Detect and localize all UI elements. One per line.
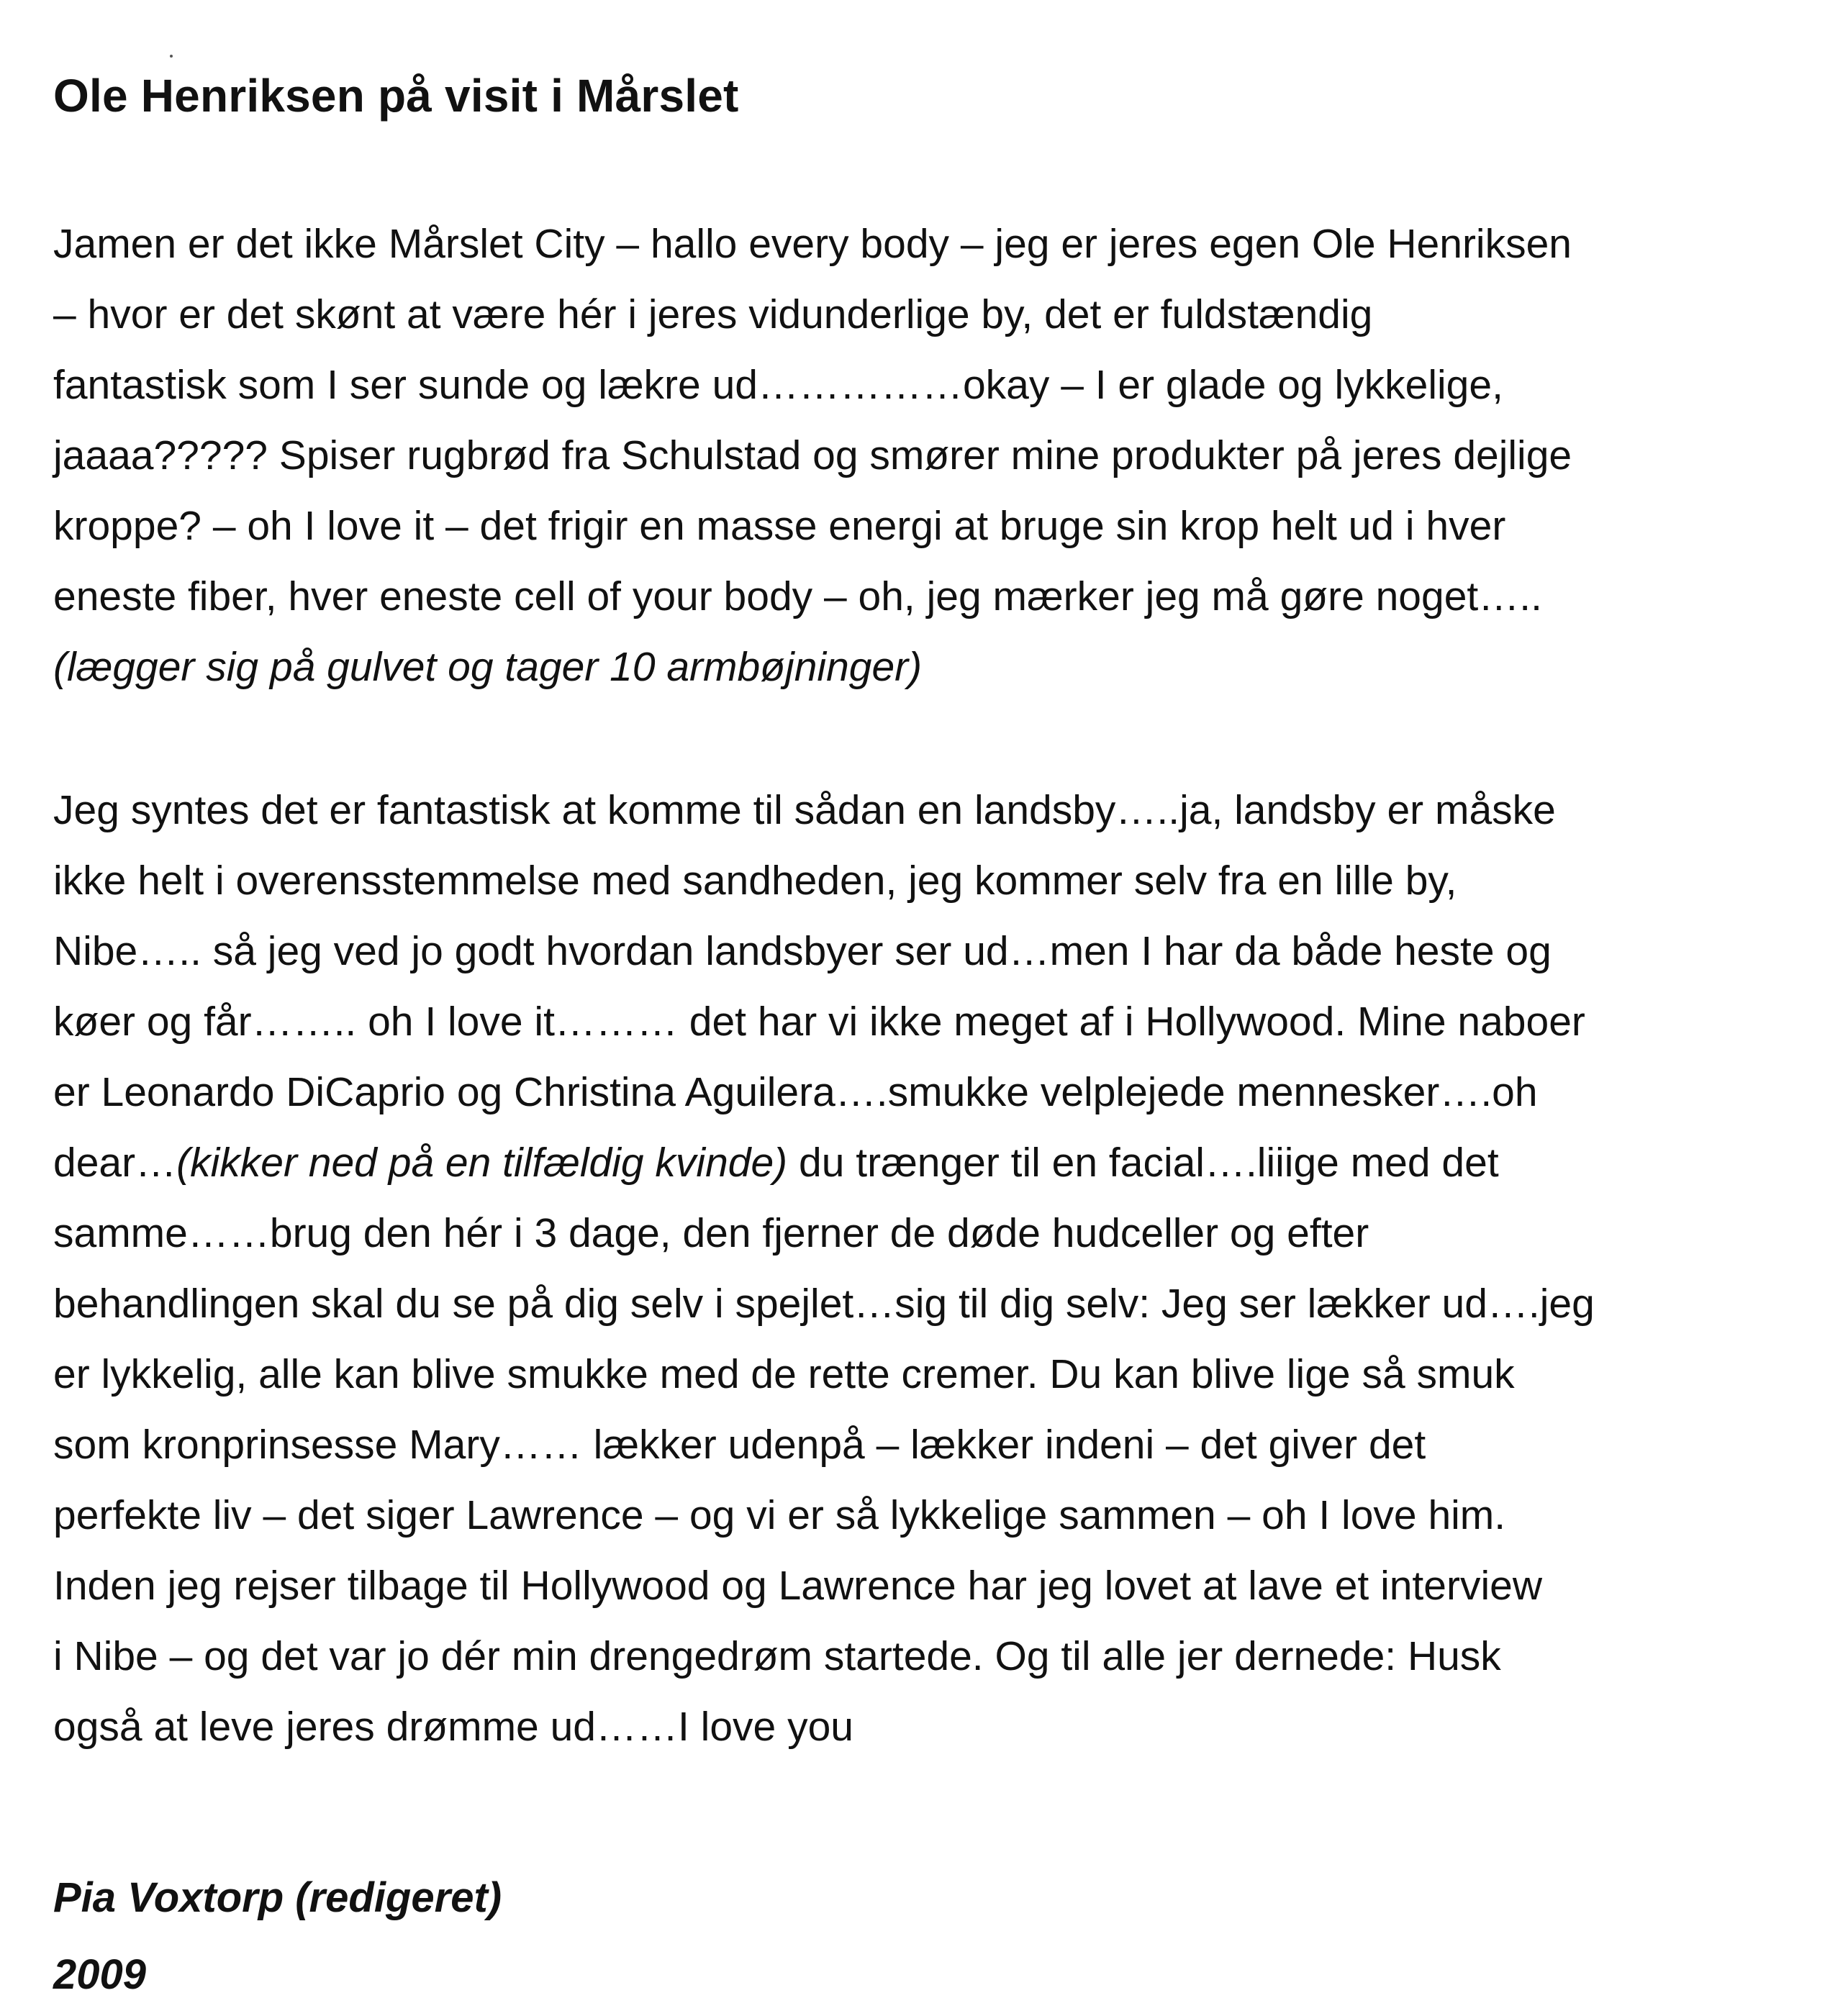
text-line: som kronprinsesse Mary…… lækker udenpå – lækker indeni – det giver det — [53, 1422, 1426, 1468]
text-line: kroppe? – oh I love it – det frigir en masse energi at bruge sin krop helt ud i hver — [53, 503, 1506, 549]
text-line: er Leonardo DiCaprio og Christina Aguilera….smukke velplejede mennesker….oh — [53, 1069, 1538, 1115]
paragraph-1 — [53, 209, 1572, 702]
stage-direction: (lægger sig på gulvet og tager 10 armbøjninger) — [53, 644, 923, 690]
text-line: køer og får…….. oh I love it……… det har vi ikke meget af i Hollywood. Mine naboer — [53, 999, 1585, 1045]
text-line: Jeg syntes det er fantastisk at komme til sådan en landsby…..ja, landsby er måske — [53, 787, 1556, 833]
text-line: ikke helt i overensstemmelse med sandheden, jeg kommer selv fra en lille by, — [53, 858, 1457, 904]
scan-speck — [170, 55, 173, 58]
text-line: perfekte liv – det siger Lawrence – og vi er så lykkelige sammen – oh I love him. — [53, 1492, 1506, 1538]
text-line: også at leve jeres drømme ud……I love you — [53, 1704, 853, 1750]
text-line: jaaaa????? Spiser rugbrød fra Schulstad og smører mine produkter på jeres dejlige — [53, 432, 1572, 478]
line-end: du trænger til en facial….liiige med det — [787, 1140, 1499, 1186]
text-line: fantastisk som I ser sunde og lækre ud……………okay – I er glade og lykkelige, — [53, 362, 1503, 408]
text-line: eneste fiber, hver eneste cell of your body – oh, jeg mærker jeg må gøre noget….. — [53, 573, 1542, 619]
signature-year: 2009 — [53, 1951, 147, 1998]
signature-author: Pia Voxtorp (redigeret) — [53, 1874, 502, 1921]
line-start: dear… — [53, 1140, 177, 1186]
text-line: Nibe….. så jeg ved jo godt hvordan landsbyer ser ud…men I har da både heste og — [53, 928, 1552, 974]
paragraph-2 — [53, 775, 1595, 1762]
stage-direction: (kikker ned på en tilfældig kvinde) — [176, 1140, 788, 1186]
page-title: Ole Henriksen på visit i Mårslet — [53, 70, 739, 122]
text-line: samme……brug den hér i 3 dage, den fjerner de døde hudceller og efter — [53, 1210, 1369, 1256]
text-line: Inden jeg rejser tilbage til Hollywood og Lawrence har jeg lovet at lave et interview — [53, 1563, 1542, 1609]
text-line: Jamen er det ikke Mårslet City – hallo every body – jeg er jeres egen Ole Henriksen — [53, 221, 1572, 267]
text-line — [53, 1127, 1595, 1198]
text-line: er lykkelig, alle kan blive smukke med de rette cremer. Du kan blive lige så smuk — [53, 1351, 1515, 1397]
text-line: – hvor er det skønt at være hér i jeres vidunderlige by, det er fuldstændig — [53, 291, 1373, 337]
text-line: behandlingen skal du se på dig selv i spejlet…sig til dig selv: Jeg ser lækker ud….jeg — [53, 1281, 1595, 1327]
text-line: i Nibe – og det var jo dér min drengedrøm startede. Og til alle jer dernede: Husk — [53, 1633, 1501, 1679]
